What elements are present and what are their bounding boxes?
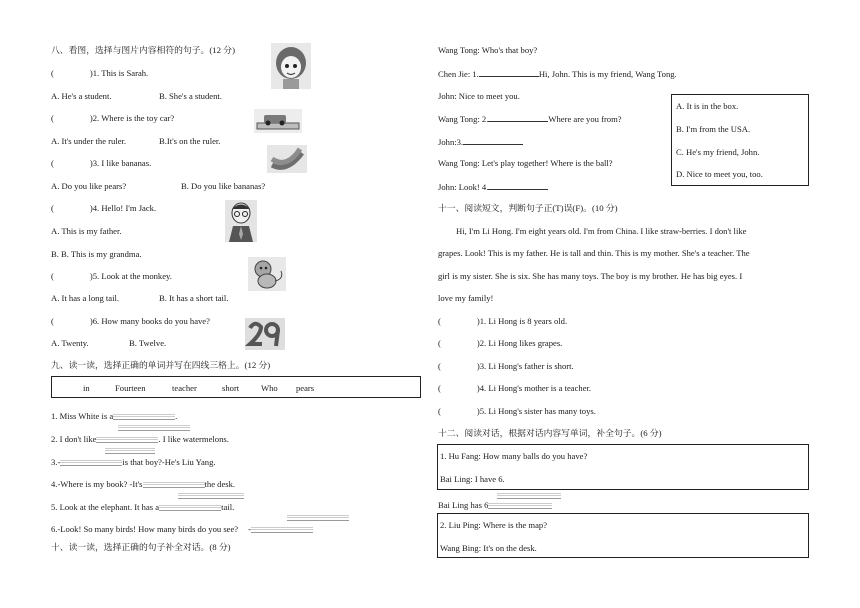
statement-text: 3. Li Hong's father is short. <box>479 361 574 371</box>
dialogue-text: Where are you from? <box>548 114 622 124</box>
question-row <box>51 68 148 79</box>
section9-title: 九、读一读，选择正确的单词并写在四线三格上。(12 分) <box>51 360 271 370</box>
dialogue-line: Wang Tong: Let's play together! Where is the ball? <box>438 158 613 168</box>
dialogue-box-1 <box>437 444 809 490</box>
answer-blank[interactable] <box>463 136 523 145</box>
bananas-picture <box>267 145 307 173</box>
option-b: B. B. This is my grandma. <box>51 249 142 259</box>
question-row <box>51 113 174 124</box>
sentence-end: tail. <box>221 502 235 512</box>
option-a: A. Twenty. <box>51 338 89 348</box>
paren-close: ) <box>89 68 93 78</box>
question-text: 3. I like bananas. <box>92 158 152 168</box>
paren-open: ( <box>51 113 54 123</box>
word-bank-box <box>51 376 421 398</box>
monkey-picture <box>248 257 286 291</box>
section10-title: 十、读一读，选择正确的句子补全对话。(8 分) <box>51 542 231 552</box>
statement-text: 1. Li Hong is 8 years old. <box>479 316 568 326</box>
option-item: A. It is in the box. <box>676 101 739 111</box>
question-row <box>51 316 210 327</box>
sentence-start: 3.- <box>51 457 61 467</box>
option-b: B.It's on the ruler. <box>159 136 221 146</box>
word-bank-item: pears <box>296 383 315 393</box>
word-bank-item: Fourteen <box>115 383 146 393</box>
option-b: B. Twelve. <box>129 338 167 348</box>
paren-open: ( <box>438 406 441 416</box>
judge-row <box>438 361 574 372</box>
fill-in-row <box>51 479 235 490</box>
paren-open: ( <box>438 316 441 326</box>
option-item: D. Nice to meet you, too. <box>676 169 763 179</box>
sentence-end: the desk. <box>204 479 236 489</box>
paren-close: ) <box>89 316 93 326</box>
statement-text: 4. Li Hong's mother is a teacher. <box>479 383 592 393</box>
paren-open: ( <box>51 203 54 213</box>
paren-open: ( <box>51 68 54 78</box>
four-line-blank[interactable] <box>159 503 221 513</box>
passage-line: girl is my sister. She is six. She has many toys. The boy is my brother. He has big eyes. I <box>438 271 743 281</box>
sentence-start: 1. Miss White is a <box>51 411 114 421</box>
paren-close: ) <box>89 113 93 123</box>
option-a: A. Do you like pears? <box>51 181 127 191</box>
four-line-blank[interactable] <box>251 525 313 535</box>
four-line-blank[interactable] <box>113 411 178 422</box>
section8-title: 八、看图，选择与图片内容相符的句子。(12 分) <box>51 45 235 55</box>
answer-blank[interactable] <box>488 113 548 122</box>
four-line-blank[interactable] <box>143 480 205 490</box>
word-bank-item: in <box>83 383 90 393</box>
passage-line: love my family! <box>438 293 494 303</box>
fill-in-row <box>51 502 234 513</box>
judge-row <box>438 383 591 394</box>
judge-row <box>438 316 567 327</box>
dialogue-line: Bai Ling: I have 6. <box>440 474 505 484</box>
fill-in-row <box>51 524 313 535</box>
paren-open: ( <box>51 271 54 281</box>
option-a: A. It has a long tail. <box>51 293 120 303</box>
sentence-end: . I like watermelons. <box>158 434 229 444</box>
completion-row <box>438 500 552 511</box>
paren-open: ( <box>438 338 441 348</box>
passage-line: Hi, I'm Li Hong. I'm eight years old. I'm from China. I like straw-berries. I don't like <box>456 226 747 236</box>
paren-close: ) <box>89 203 93 213</box>
paren-close: ) <box>476 383 480 393</box>
option-a: A. This is my father. <box>51 226 122 236</box>
speaker-text: Chen Jie: 1. <box>438 69 479 79</box>
girl-cartoon-picture <box>271 43 311 89</box>
four-line-blank[interactable] <box>60 458 122 468</box>
option-item: C. He's my friend, John. <box>676 147 760 157</box>
paren-open: ( <box>51 316 54 326</box>
four-line-guide <box>178 491 244 499</box>
question-row <box>51 158 151 169</box>
options-box <box>671 94 809 186</box>
four-line-guide <box>497 491 561 499</box>
speaker-text: John:3. <box>438 137 464 147</box>
question-text: 1. This is Sarah. <box>92 68 149 78</box>
option-a: A. He's a student. <box>51 91 112 101</box>
dialogue-line: 1. Hu Fang: How many balls do you have? <box>440 451 588 461</box>
dialogue-line <box>438 113 622 125</box>
dialogue-line: John: Nice to meet you. <box>438 91 520 101</box>
four-line-guide <box>287 513 349 521</box>
dialogue-line <box>438 68 677 80</box>
judge-row <box>438 338 562 349</box>
answer-blank[interactable] <box>479 68 539 77</box>
question-text: 5. Look at the monkey. <box>92 271 172 281</box>
four-line-blank[interactable] <box>488 501 552 511</box>
fill-in-row <box>51 434 229 445</box>
dialogue-line <box>438 181 548 193</box>
speaker-text: John: Look! 4. <box>438 182 489 192</box>
sentence-end: is that boy?-He's Liu Yang. <box>122 457 216 467</box>
passage-line: grapes. Look! This is my father. He is tall and thin. This is my mother. She's a teacher. The <box>438 248 750 258</box>
paren-close: ) <box>476 316 480 326</box>
paren-close: ) <box>476 338 480 348</box>
word-bank-item: teacher <box>172 383 197 393</box>
paren-close: ) <box>476 361 480 371</box>
answer-blank[interactable] <box>488 181 548 190</box>
four-line-guide <box>118 423 190 431</box>
dialogue-line: 2. Liu Ping: Where is the map? <box>440 520 548 530</box>
section11-title: 十一、阅读短文，判断句子正(T)误(F)。(10 分) <box>438 203 618 213</box>
sentence-start: 4.-Where is my book? -It's <box>51 479 143 489</box>
question-text: 2. Where is the toy car? <box>92 113 175 123</box>
man-with-glasses-picture <box>225 200 257 242</box>
dialogue-line <box>438 136 523 148</box>
sentence-start: 6.-Look! So many birds! How many birds do you see? <box>51 524 239 534</box>
speaker-text: Wang Tong: 2. <box>438 114 489 124</box>
judge-row <box>438 406 596 417</box>
sentence-start: 2. I don't like <box>51 434 97 444</box>
fill-in-row <box>51 411 177 422</box>
paren-close: ) <box>89 271 93 281</box>
paren-close: ) <box>476 406 480 416</box>
number-29-picture <box>245 318 285 350</box>
question-row <box>51 203 156 214</box>
section12-title: 十二、阅读对话，根据对话内容写单词，补全句子。(6 分) <box>438 428 662 438</box>
paren-open: ( <box>438 361 441 371</box>
dialogue-text: Hi, John. This is my friend, Wang Tong. <box>538 69 677 79</box>
option-b: B. She's a student. <box>159 91 222 101</box>
question-row <box>51 271 172 282</box>
question-text: 6. How many books do you have? <box>92 316 210 326</box>
word-bank-item: short <box>222 383 240 393</box>
sentence-end: . <box>175 411 178 421</box>
paren-open: ( <box>51 158 54 168</box>
statement-text: 5. Li Hong's sister has many toys. <box>479 406 596 416</box>
dialogue-line: Wang Tong: Who's that boy? <box>438 45 538 55</box>
sentence-end: - <box>248 524 251 534</box>
fill-in-row <box>51 457 216 468</box>
toy-car-ruler-picture <box>254 109 302 133</box>
dialogue-box-2 <box>437 513 809 558</box>
four-line-blank[interactable] <box>96 435 158 445</box>
dialogue-line: Wang Bing: It's on the desk. <box>440 543 537 553</box>
word-bank-item: Who <box>261 383 278 393</box>
statement-text: 2. Li Hong likes grapes. <box>479 338 563 348</box>
sentence-start: Bai Ling has 6 <box>438 500 489 510</box>
option-b: B. It has a short tail. <box>159 293 229 303</box>
sentence-start: 5. Look at the elephant. It has a <box>51 502 160 512</box>
paren-open: ( <box>438 383 441 393</box>
option-b: B. Do you like bananas? <box>181 181 266 191</box>
question-text: 4. Hello! I'm Jack. <box>92 203 157 213</box>
option-a: A. It's under the ruler. <box>51 136 127 146</box>
four-line-guide <box>105 446 155 454</box>
option-item: B. I'm from the USA. <box>676 124 751 134</box>
paren-close: ) <box>89 158 93 168</box>
